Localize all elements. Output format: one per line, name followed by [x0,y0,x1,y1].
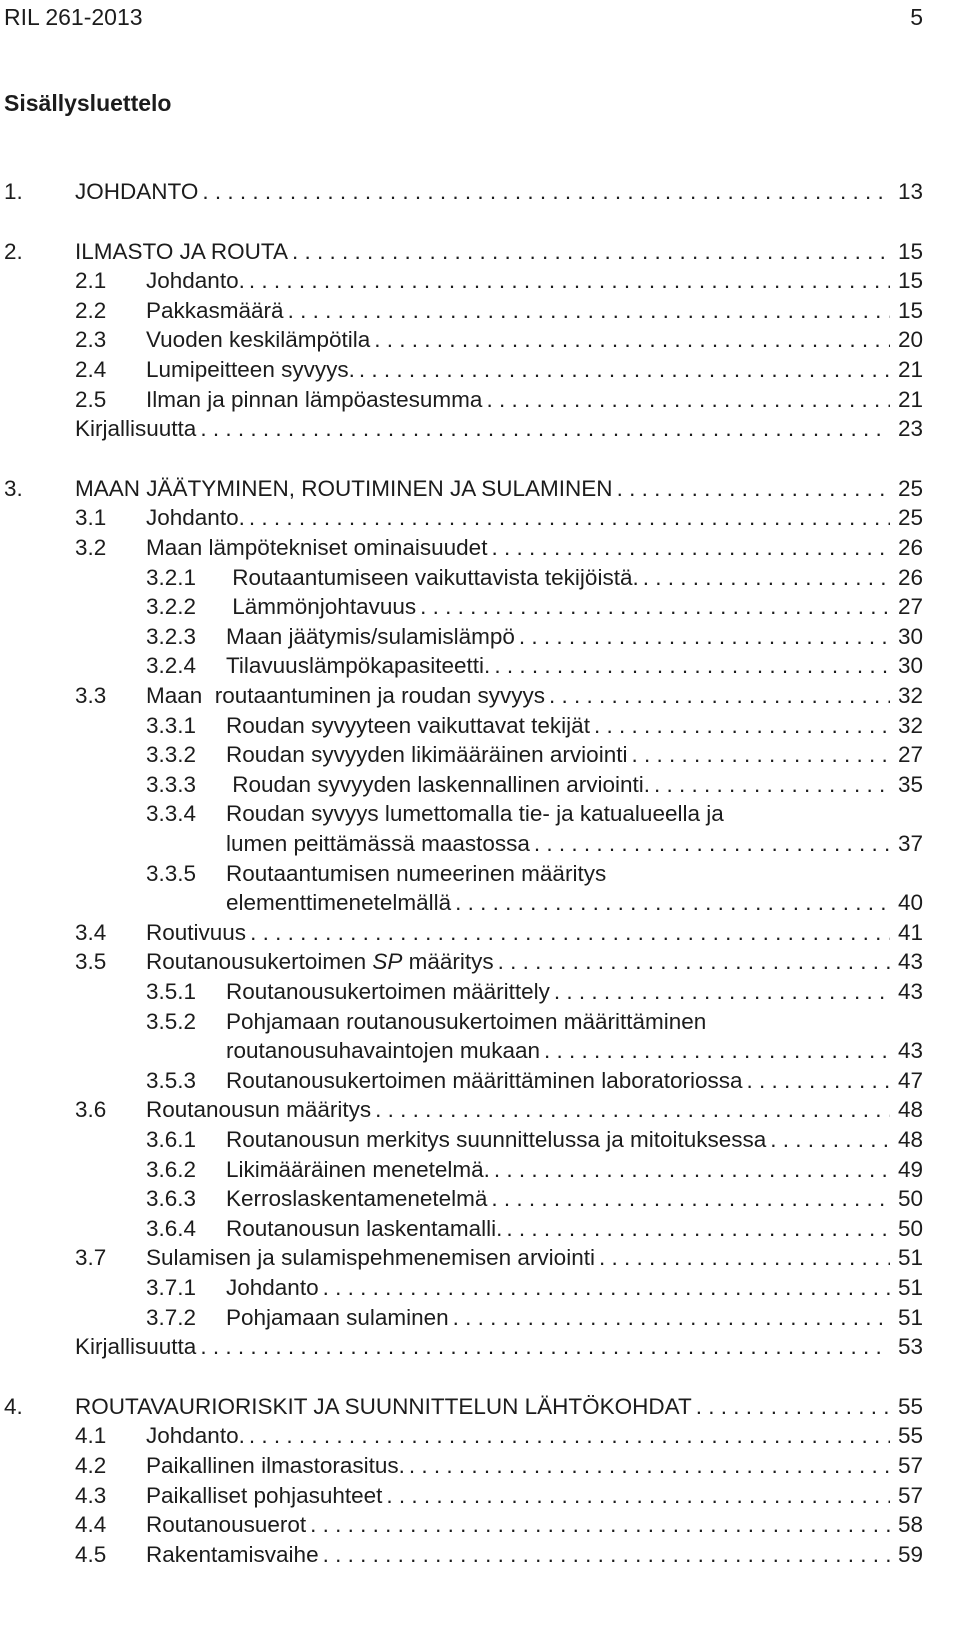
toc-entry-leader-line [146,1510,890,1540]
toc-entry-page-number: 40 [897,890,923,916]
toc-entry[interactable] [0,355,960,385]
toc-entry-number: 3.5 [75,949,107,975]
toc-entry-leader-line [75,237,890,267]
toc-entry[interactable] [0,237,960,267]
toc-dot-leader [449,1303,890,1333]
toc-dot-leader [306,1510,890,1540]
toc-dot-leader [595,1243,890,1273]
toc-entry[interactable] [0,1540,960,1570]
toc-entry-leader-line [146,918,890,948]
toc-entry-page-number: 25 [897,475,923,501]
toc-entry-leader-line [146,1540,890,1570]
toc-entry[interactable] [0,918,960,948]
toc-entry-leader-line [146,503,890,533]
toc-entry-page-number: 50 [897,1215,923,1241]
toc-entry-leader-line [226,1125,890,1155]
toc-entry[interactable] [0,385,960,415]
toc-entry-title: Paikalliset pohjasuhteet [146,1482,383,1508]
toc-entry[interactable] [0,947,960,977]
toc-dot-leader [540,1036,890,1066]
toc-entry-title: Paikallinen ilmastorasitus. [146,1453,405,1478]
toc-entry-leader-line [226,622,890,652]
toc-entry-leader-line [226,977,890,1007]
toc-entry-leader-line [226,563,890,593]
toc-dot-leader [245,1421,890,1451]
toc-entry-leader-line [146,947,890,977]
toc-entry-number: 3.6.2 [146,1156,197,1182]
toc-dot-leader [550,977,890,1007]
toc-entry[interactable] [0,1303,960,1333]
toc-entry[interactable] [0,1421,960,1451]
toc-entry-page-number: 55 [897,1423,923,1449]
toc-entry-page-number: 43 [897,1038,923,1064]
toc-entry-title: Routanousukertoimen määrittely [226,979,550,1004]
toc-entry-leader-line [226,770,890,800]
toc-entry-page-number: 27 [897,594,923,620]
toc-entry-page-number: 48 [897,1127,923,1152]
toc-entry-leader-line [146,1095,890,1125]
toc-entry-number: 3.6.3 [146,1186,197,1212]
toc-entry[interactable] [0,770,960,800]
toc-entry-title: Maan lämpötekniset ominaisuudet [146,535,488,560]
toc-entry-title: Likimääräinen menetelmä. [226,1156,490,1182]
toc-entry[interactable] [0,177,960,207]
toc-entry[interactable] [0,977,960,1007]
toc-dot-leader [245,266,890,296]
toc-entry[interactable] [0,1392,960,1422]
toc-entry-title: Routanousukertoimen määrittäminen laboratoriossa [226,1067,743,1093]
toc-dot-leader [416,592,890,622]
toc-entry-leader-line [146,1421,890,1451]
toc-entry[interactable] [0,474,960,504]
toc-dot-leader [405,1451,890,1481]
toc-dot-leader [639,563,890,593]
toc-entry-leader-line [226,1036,890,1066]
toc-entry-page-number: 23 [897,416,923,442]
toc-entry-page-number: 57 [897,1482,923,1508]
toc-dot-leader [743,1066,890,1096]
toc-dot-leader [613,474,890,504]
toc-entry-leader-line [75,1392,890,1422]
toc-entry-title: Maan routaantuminen ja roudan syvyys [146,683,545,708]
toc-entry-leader-line [226,740,890,770]
toc-entry-number: 3.3.4 [146,801,197,827]
toc-dot-leader [502,1214,890,1244]
toc-dot-leader [692,1392,890,1422]
toc-entry-page-number: 13 [897,179,923,204]
toc-entry-number: 3.2.4 [146,653,197,679]
toc-entry-title: Routanousuerot [146,1512,307,1538]
toc-entry[interactable] [0,888,960,918]
toc-entry-title: Johdanto. [146,1423,245,1449]
toc-entry-title-part: Routanousukertoimen [146,949,373,975]
toc-entry-page-number: 47 [897,1067,923,1093]
toc-entry-page-number: 51 [897,1304,923,1330]
toc-entry-page-number: 20 [897,327,923,353]
toc-entry-title: Johdanto. [146,268,245,294]
toc-entry-page-number: 15 [897,297,923,323]
toc-entry-title: ROUTAVAURIORISKIT JA SUUNNITTELUN LÄHTÖKOHDAT [75,1393,692,1419]
toc-entry-title: Roudan syvyyden likimääräinen arviointi [226,742,628,768]
toc-entry-title: Routaantumiseen vaikuttavista tekijöistä. [226,564,639,590]
toc-entry-leader-line [146,1481,890,1511]
toc-entry-title: Lumipeitteen syvyys. [146,357,355,382]
toc-entry-number: 3.2.3 [146,623,197,649]
toc-entry-number: 3.7.1 [146,1275,197,1300]
toc-entry-leader-line [146,681,890,711]
toc-entry-title: Ilman ja pinnan lämpöastesumma [146,386,483,412]
toc-entry-number: 2.5 [75,386,107,412]
toc-entry-page-number: 53 [897,1334,923,1360]
toc-entry-title: Pakkasmäärä [146,297,284,323]
toc-entry-title: Routanousun määritys [146,1097,372,1123]
toc-entry-page-number: 21 [897,386,923,412]
toc-entry-title: Pohjamaan sulaminen [226,1304,449,1330]
toc-entry-leader-line [226,651,890,681]
toc-dot-leader [487,533,890,563]
toc-entry-number: 3.6.4 [146,1215,197,1241]
toc-entry-title: Lämmönjohtavuus [226,594,417,620]
toc-entry-number: 4.2 [75,1453,107,1478]
toc-entry-page-number: 30 [897,623,923,649]
toc-entry-title-first-line: Pohjamaan routanousukertoimen määrittäminen [226,1008,707,1034]
toc-entry-title: JOHDANTO [75,179,199,204]
toc-entry-leader-line [226,1303,890,1333]
toc-dot-leader [319,1273,890,1303]
toc-entry-number: 4.3 [75,1482,107,1508]
toc-entry-line [0,1007,960,1037]
toc-dot-leader [355,355,890,385]
toc-entry-title: routanousuhavaintojen mukaan [226,1038,540,1064]
toc-entry[interactable] [0,1066,960,1096]
toc-entry-title: Rakentamisvaihe [146,1541,319,1567]
toc-dot-leader [487,1184,890,1214]
toc-entry-number: 4.4 [75,1512,107,1538]
toc-entry-number: 3.3.5 [146,860,197,886]
toc-entry-number: 4. [4,1393,23,1419]
toc-entry-title: MAAN JÄÄTYMINEN, ROUTIMINEN JA SULAMINEN [75,475,613,501]
toc-entry-leader-line [226,711,890,741]
toc-entry[interactable] [0,1095,960,1125]
toc-entry-number: 3.3 [75,683,107,708]
toc-entry-page-number: 48 [897,1097,923,1123]
toc-entry-leader-line [75,1332,890,1362]
toc-entry-leader-line [226,829,890,859]
toc-dot-leader [382,1481,890,1511]
toc-entry-number: 2.2 [75,297,107,323]
toc-entry-title: Vuoden keskilämpötila [146,327,371,353]
toc-entry-leader-line [226,1155,890,1185]
toc-dot-leader [319,1540,890,1570]
toc-dot-leader [451,888,890,918]
toc-entry-title: Roudan syvyyteen vaikuttavat tekijät [226,712,590,738]
toc-entry[interactable] [0,651,960,681]
toc-dot-leader [766,1125,890,1155]
toc-entry-leader-line [146,355,890,385]
toc-entry-page-number: 15 [897,268,923,294]
toc-entry[interactable] [0,1273,960,1303]
toc-entry-title: Johdanto. [146,505,245,531]
toc-entry-number: 3.4 [75,919,107,945]
toc-entry-number: 4.5 [75,1541,107,1567]
toc-entry-leader-line [146,1451,890,1481]
toc-entry-number: 3.6 [75,1097,107,1123]
toc-entry[interactable] [0,681,960,711]
toc-entry-page-number: 43 [897,979,923,1004]
toc-entry[interactable] [0,1184,960,1214]
toc-entry-page-number: 30 [897,653,923,679]
toc-entry[interactable] [0,563,960,593]
toc-entry[interactable] [0,296,960,326]
toc-entry-number: 3.5.3 [146,1067,197,1093]
toc-entry-title-first-line: Routaantumisen numeerinen määritys [226,860,607,886]
toc-dot-leader [545,681,890,711]
toc-entry-number: 3.2.1 [146,564,197,590]
toc-dot-leader [490,651,890,681]
toc-entry[interactable] [0,1510,960,1540]
page-title: Sisällysluettelo [4,90,172,116]
toc-entry-title: Kirjallisuutta [75,1334,197,1360]
toc-dot-leader [196,414,890,444]
toc-entry[interactable] [0,1243,960,1273]
toc-dot-leader [515,622,890,652]
toc-entry-title: Kirjallisuutta [75,416,197,442]
toc-entry-number: 3.3.2 [146,742,197,768]
toc-entry-page-number: 58 [897,1512,923,1538]
toc-entry-number: 2.1 [75,268,107,294]
document-code: RIL 261-2013 [4,3,143,30]
toc-entry-page-number: 51 [897,1275,923,1300]
toc-entry-title-first-line: Roudan syvyys lumettomalla tie- ja katualueella ja [226,801,724,827]
toc-entry[interactable] [0,266,960,296]
toc-entry-line [0,859,960,889]
toc-entry-leader-line [226,1214,890,1244]
toc-dot-leader [370,325,890,355]
toc-entry-page-number: 15 [897,238,923,264]
toc-entry-page-number: 43 [897,949,923,975]
toc-entry-number: 3.5.2 [146,1008,197,1034]
toc-entry[interactable] [0,1451,960,1481]
toc-dot-leader [530,829,890,859]
toc-entry-page-number: 49 [897,1156,923,1182]
toc-entry-title: Maan jäätymis/sulamislämpö [226,623,515,649]
toc-entry-number: 2. [4,238,23,264]
toc-entry-number: 3.7.2 [146,1304,197,1330]
toc-entry-number: 4.1 [75,1423,107,1449]
toc-entry[interactable] [0,1036,960,1066]
toc-entry-title: Routanousun merkitys suunnittelussa ja mitoituksessa [226,1127,767,1152]
toc-entry-page-number: 32 [897,683,923,708]
toc-entry-page-number: 37 [897,831,923,856]
toc-entry-leader-line [226,592,890,622]
toc-dot-leader [245,503,890,533]
toc-dot-leader [482,385,890,415]
toc-entry[interactable] [0,533,960,563]
toc-entry-number: 3.3.3 [146,771,197,797]
toc-entry-leader-line [146,1243,890,1273]
toc-entry-line [0,799,960,829]
toc-entry-number: 3.6.1 [146,1127,197,1152]
toc-entry[interactable] [0,592,960,622]
toc-entry[interactable] [0,1481,960,1511]
toc-entry-page-number: 41 [897,919,923,945]
toc-dot-leader [284,296,890,326]
toc-entry[interactable] [0,622,960,652]
toc-entry-title: ILMASTO JA ROUTA [75,238,288,264]
toc-entry[interactable] [0,414,960,444]
toc-dot-leader [196,1332,890,1362]
toc-entry-title: Roudan syvyyden laskennallinen arviointi. [226,771,650,797]
toc-dot-leader [590,711,890,741]
toc-entry-leader-line [226,1184,890,1214]
toc-entry-title: lumen peittämässä maastossa [226,831,530,856]
toc-entry-leader-line [146,325,890,355]
toc-entry-title: Kerroslaskentamenetelmä [226,1186,488,1212]
toc-entry[interactable] [0,1155,960,1185]
page-number: 5 [910,3,923,30]
toc-entry-number: 3. [4,475,23,501]
toc-entry-page-number: 59 [897,1541,923,1567]
toc-entry-number: 2.4 [75,357,107,382]
toc-entry[interactable] [0,711,960,741]
toc-entry-page-number: 55 [897,1393,923,1419]
toc-entry-number: 2.3 [75,327,107,353]
toc-entry-page-number: 26 [897,535,923,560]
toc-entry-leader-line [75,414,890,444]
toc-entry-title: Tilavuuslämpökapasiteetti. [226,653,491,679]
toc-entry-leader-line [226,1273,890,1303]
toc-entry-page-number: 50 [897,1186,923,1212]
toc-entry-page-number: 25 [897,505,923,531]
toc-entry-leader-line [146,385,890,415]
toc-entry-page-number: 27 [897,742,923,768]
toc-entry[interactable] [0,1214,960,1244]
toc-entry-page-number: 26 [897,564,923,590]
toc-entry[interactable] [0,740,960,770]
toc-dot-leader [494,947,890,977]
toc-entry-title-italic: SP [372,949,403,975]
toc-entry-title: elementtimenetelmällä [226,890,452,916]
toc-dot-leader [198,177,890,207]
toc-dot-leader [371,1095,890,1125]
toc-entry[interactable] [0,325,960,355]
toc-entry-number: 3.5.1 [146,979,197,1004]
toc-entry-title [146,947,494,977]
toc-entry[interactable] [0,1125,960,1155]
toc-entry-leader-line [75,177,890,207]
toc-entry-title: Routivuus [146,919,247,945]
toc-entry-leader-line [146,266,890,296]
toc-dot-leader [650,770,890,800]
toc-entry-number: 3.2 [75,535,107,560]
toc-entry-page-number: 21 [897,357,923,382]
toc-dot-leader [490,1155,890,1185]
toc-entry-number: 3.1 [75,505,107,531]
toc-dot-leader [246,918,890,948]
toc-entry[interactable] [0,829,960,859]
toc-entry-number: 3.7 [75,1245,107,1271]
toc-entry[interactable] [0,1332,960,1362]
toc-entry-number: 3.3.1 [146,712,197,738]
toc-entry-leader-line [146,533,890,563]
toc-entry-leader-line [75,474,890,504]
toc-entry-number: 1. [4,179,23,204]
toc-entry-leader-line [146,296,890,326]
toc-entry-title: Sulamisen ja sulamispehmenemisen arviointi [146,1245,595,1271]
toc-dot-leader [288,237,890,267]
toc-entry-page-number: 32 [897,712,923,738]
toc-entry-title-part: määritys [402,949,494,975]
toc-entry-leader-line [226,888,890,918]
toc-entry-number: 3.2.2 [146,594,197,620]
toc-entry-page-number: 35 [897,771,923,797]
toc-dot-leader [627,740,890,770]
toc-entry-page-number: 51 [897,1245,923,1271]
toc-entry-leader-line [226,1066,890,1096]
toc-entry-page-number: 57 [897,1453,923,1478]
toc-entry-title: Johdanto [226,1275,319,1300]
toc-entry-title: Routanousun laskentamalli. [226,1215,503,1241]
toc-entry[interactable] [0,503,960,533]
